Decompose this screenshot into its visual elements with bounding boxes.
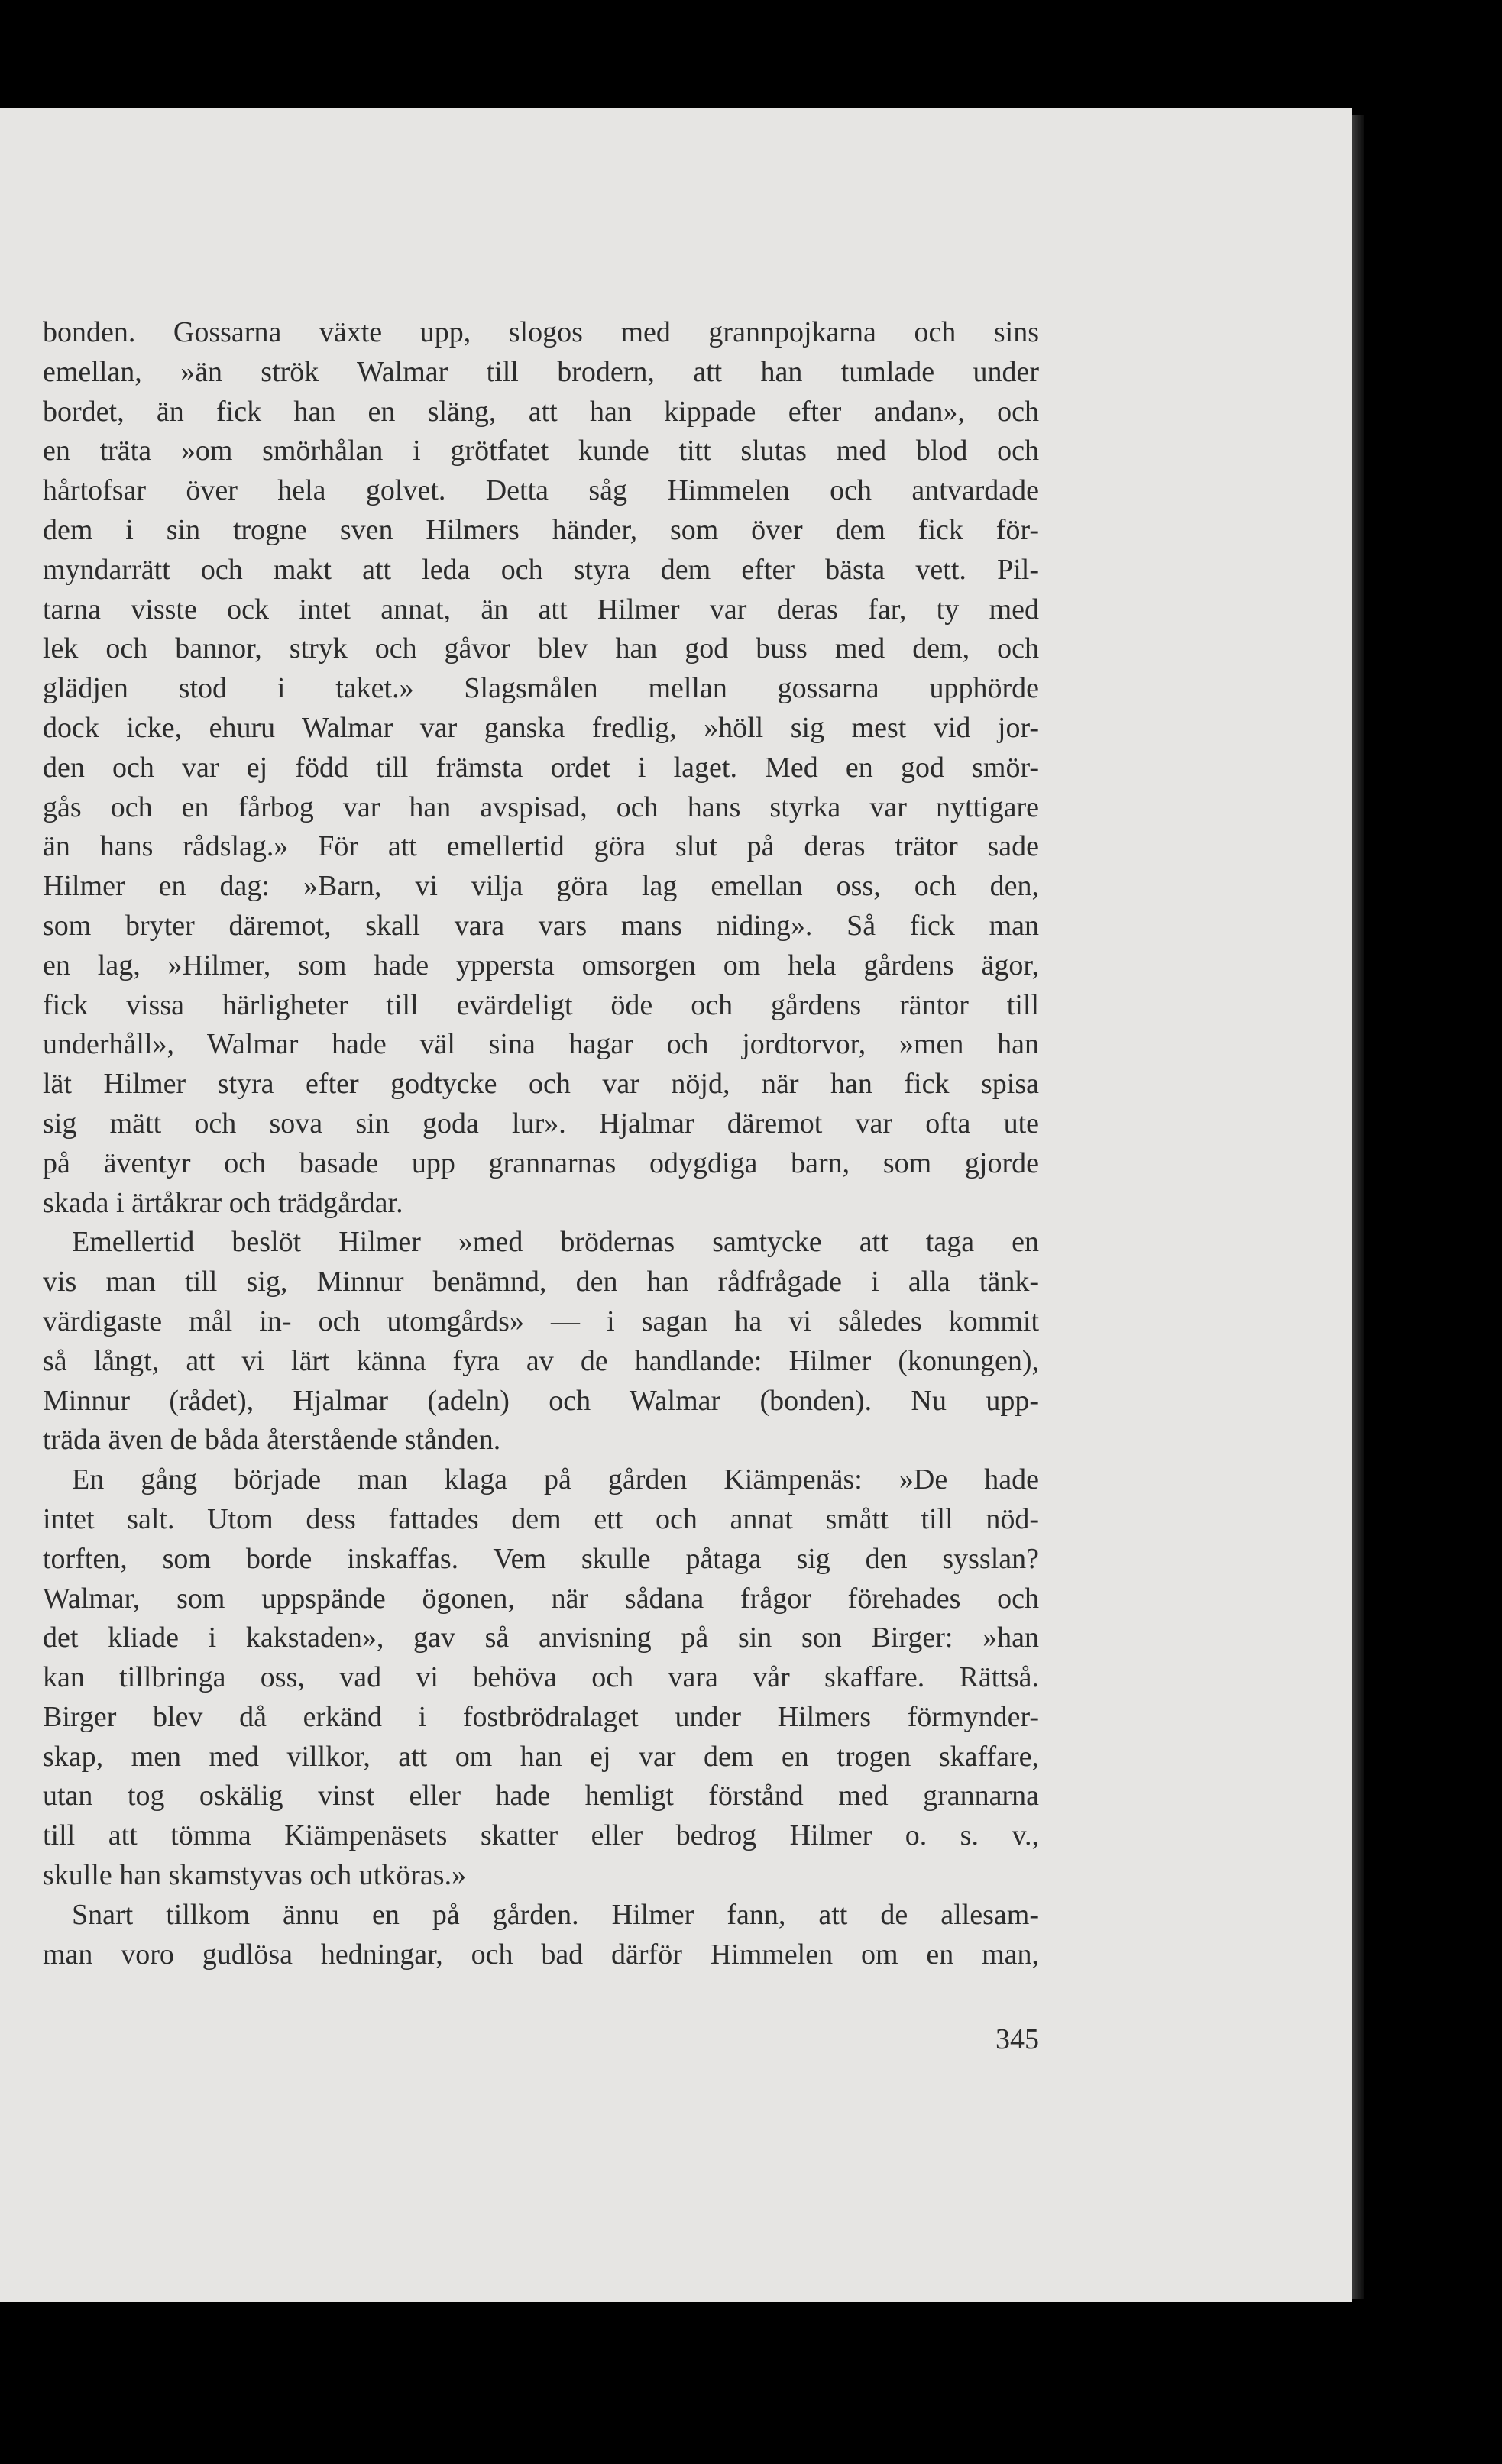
text-line: Hilmer en dag: »Barn, vi vilja göra lag emellan oss, och den,	[43, 870, 1039, 903]
text-line: skada i ärtåkrar och trädgårdar.	[43, 1186, 403, 1219]
text-line: till att tömma Kiämpenäsets skatter eller bedrog Hilmer o. s. v.,	[43, 1819, 1039, 1852]
text-line: lek och bannor, stryk och gåvor blev han god buss med dem, och	[43, 632, 1039, 665]
text-line: gås och en fårbog var han avspisad, och hans styrka var nyttigare	[43, 791, 1039, 823]
text-line: emellan, »än strök Walmar till brodern, att han tumlade under	[43, 355, 1039, 388]
text-line: en lag, »Hilmer, som hade yppersta omsorgen om hela gårdens ägor,	[43, 949, 1039, 981]
text-line: skap, men med villkor, att om han ej var dem en trogen skaffare,	[43, 1740, 1039, 1773]
text-line: på äventyr och basade upp grannarnas odygdiga barn, som gjorde	[43, 1146, 1039, 1179]
text-line: myndarrätt och makt att leda och styra dem efter bästa vett. Pil-	[43, 553, 1039, 586]
text-line: lät Hilmer styra efter godtycke och var nöjd, när han fick spisa	[43, 1068, 1039, 1101]
text-line: dem i sin trogne sven Hilmers händer, som över dem fick för-	[43, 513, 1039, 546]
text-line: så långt, att vi lärt känna fyra av de handlande: Hilmer (konungen),	[43, 1344, 1039, 1377]
text-line: hårtofsar över hela golvet. Detta såg Himmelen och antvardade	[43, 474, 1039, 507]
text-line: den och var ej född till främsta ordet i laget. Med en god smör-	[43, 751, 1039, 784]
body-text	[43, 313, 1039, 1974]
text-line: sig mätt och sova sin goda lur». Hjalmar däremot var ofta ute	[43, 1107, 1039, 1140]
text-line: tarna visste ock intet annat, än att Hilmer var deras far, ty med	[43, 593, 1039, 626]
text-line: intet salt. Utom dess fattades dem ett och annat smått till nöd-	[43, 1502, 1039, 1535]
text-line: värdigaste mål in- och utomgårds» — i sagan ha vi således kommit	[43, 1305, 1039, 1337]
text-line: bonden. Gossarna växte upp, slogos med grannpojkarna och sins	[43, 316, 1039, 348]
text-line: glädjen stod i taket.» Slagsmålen mellan gossarna upphörde	[43, 672, 1039, 705]
text-line: vis man till sig, Minnur benämnd, den han rådfrågade i alla tänk-	[43, 1266, 1039, 1298]
text-line: träda även de båda återstående stånden.	[43, 1424, 501, 1457]
text-line: man voro gudlösa hedningar, och bad därför Himmelen om en man,	[43, 1938, 1039, 1971]
text-line: bordet, än fick han en släng, att han kippade efter andan», och	[43, 395, 1039, 428]
text-line: Birger blev då erkänd i fostbrödralaget under Hilmers förmynder-	[43, 1700, 1039, 1733]
text-line: som bryter däremot, skall vara vars mans niding». Så fick man	[43, 909, 1039, 942]
text-line: kan tillbringa oss, vad vi behöva och vara vår skaffare. Rättså.	[43, 1661, 1039, 1694]
text-line: fick vissa härligheter till evärdeligt öde och gårdens räntor till	[43, 988, 1039, 1021]
text-line: Minnur (rådet), Hjalmar (adeln) och Walmar (bonden). Nu upp-	[43, 1384, 1039, 1417]
text-line: en träta »om smörhålan i grötfatet kunde titt slutas med blod och	[43, 435, 1039, 467]
text-line: än hans rådslag.» För att emellertid göra slut på deras trätor sade	[43, 830, 1039, 863]
page-edge	[1352, 115, 1364, 2299]
text-line: torften, som borde inskaffas. Vem skulle påtaga sig den sysslan?	[43, 1542, 1039, 1575]
text-line: Snart tillkom ännu en på gården. Hilmer fann, att de allesam-	[72, 1898, 1039, 1931]
page-number: 345	[995, 2023, 1039, 2055]
text-line: utan tog oskälig vinst eller hade hemligt förstånd med grannarna	[43, 1780, 1039, 1812]
text-line: det kliade i kakstaden», gav så anvisning på sin son Birger: »han	[43, 1622, 1039, 1654]
text-line: En gång började man klaga på gården Kiämpenäs: »De hade	[72, 1463, 1039, 1496]
text-line: skulle han skamstyvas och utköras.»	[43, 1859, 467, 1892]
text-line: underhåll», Walmar hade väl sina hagar och jordtorvor, »men han	[43, 1028, 1039, 1061]
text-line: Walmar, som uppspände ögonen, när sådana frågor förehades och	[43, 1582, 1039, 1615]
text-line: dock icke, ehuru Walmar var ganska fredlig, »höll sig mest vid jor-	[43, 711, 1039, 744]
text-line: Emellertid beslöt Hilmer »med brödernas samtycke att taga en	[72, 1226, 1039, 1259]
